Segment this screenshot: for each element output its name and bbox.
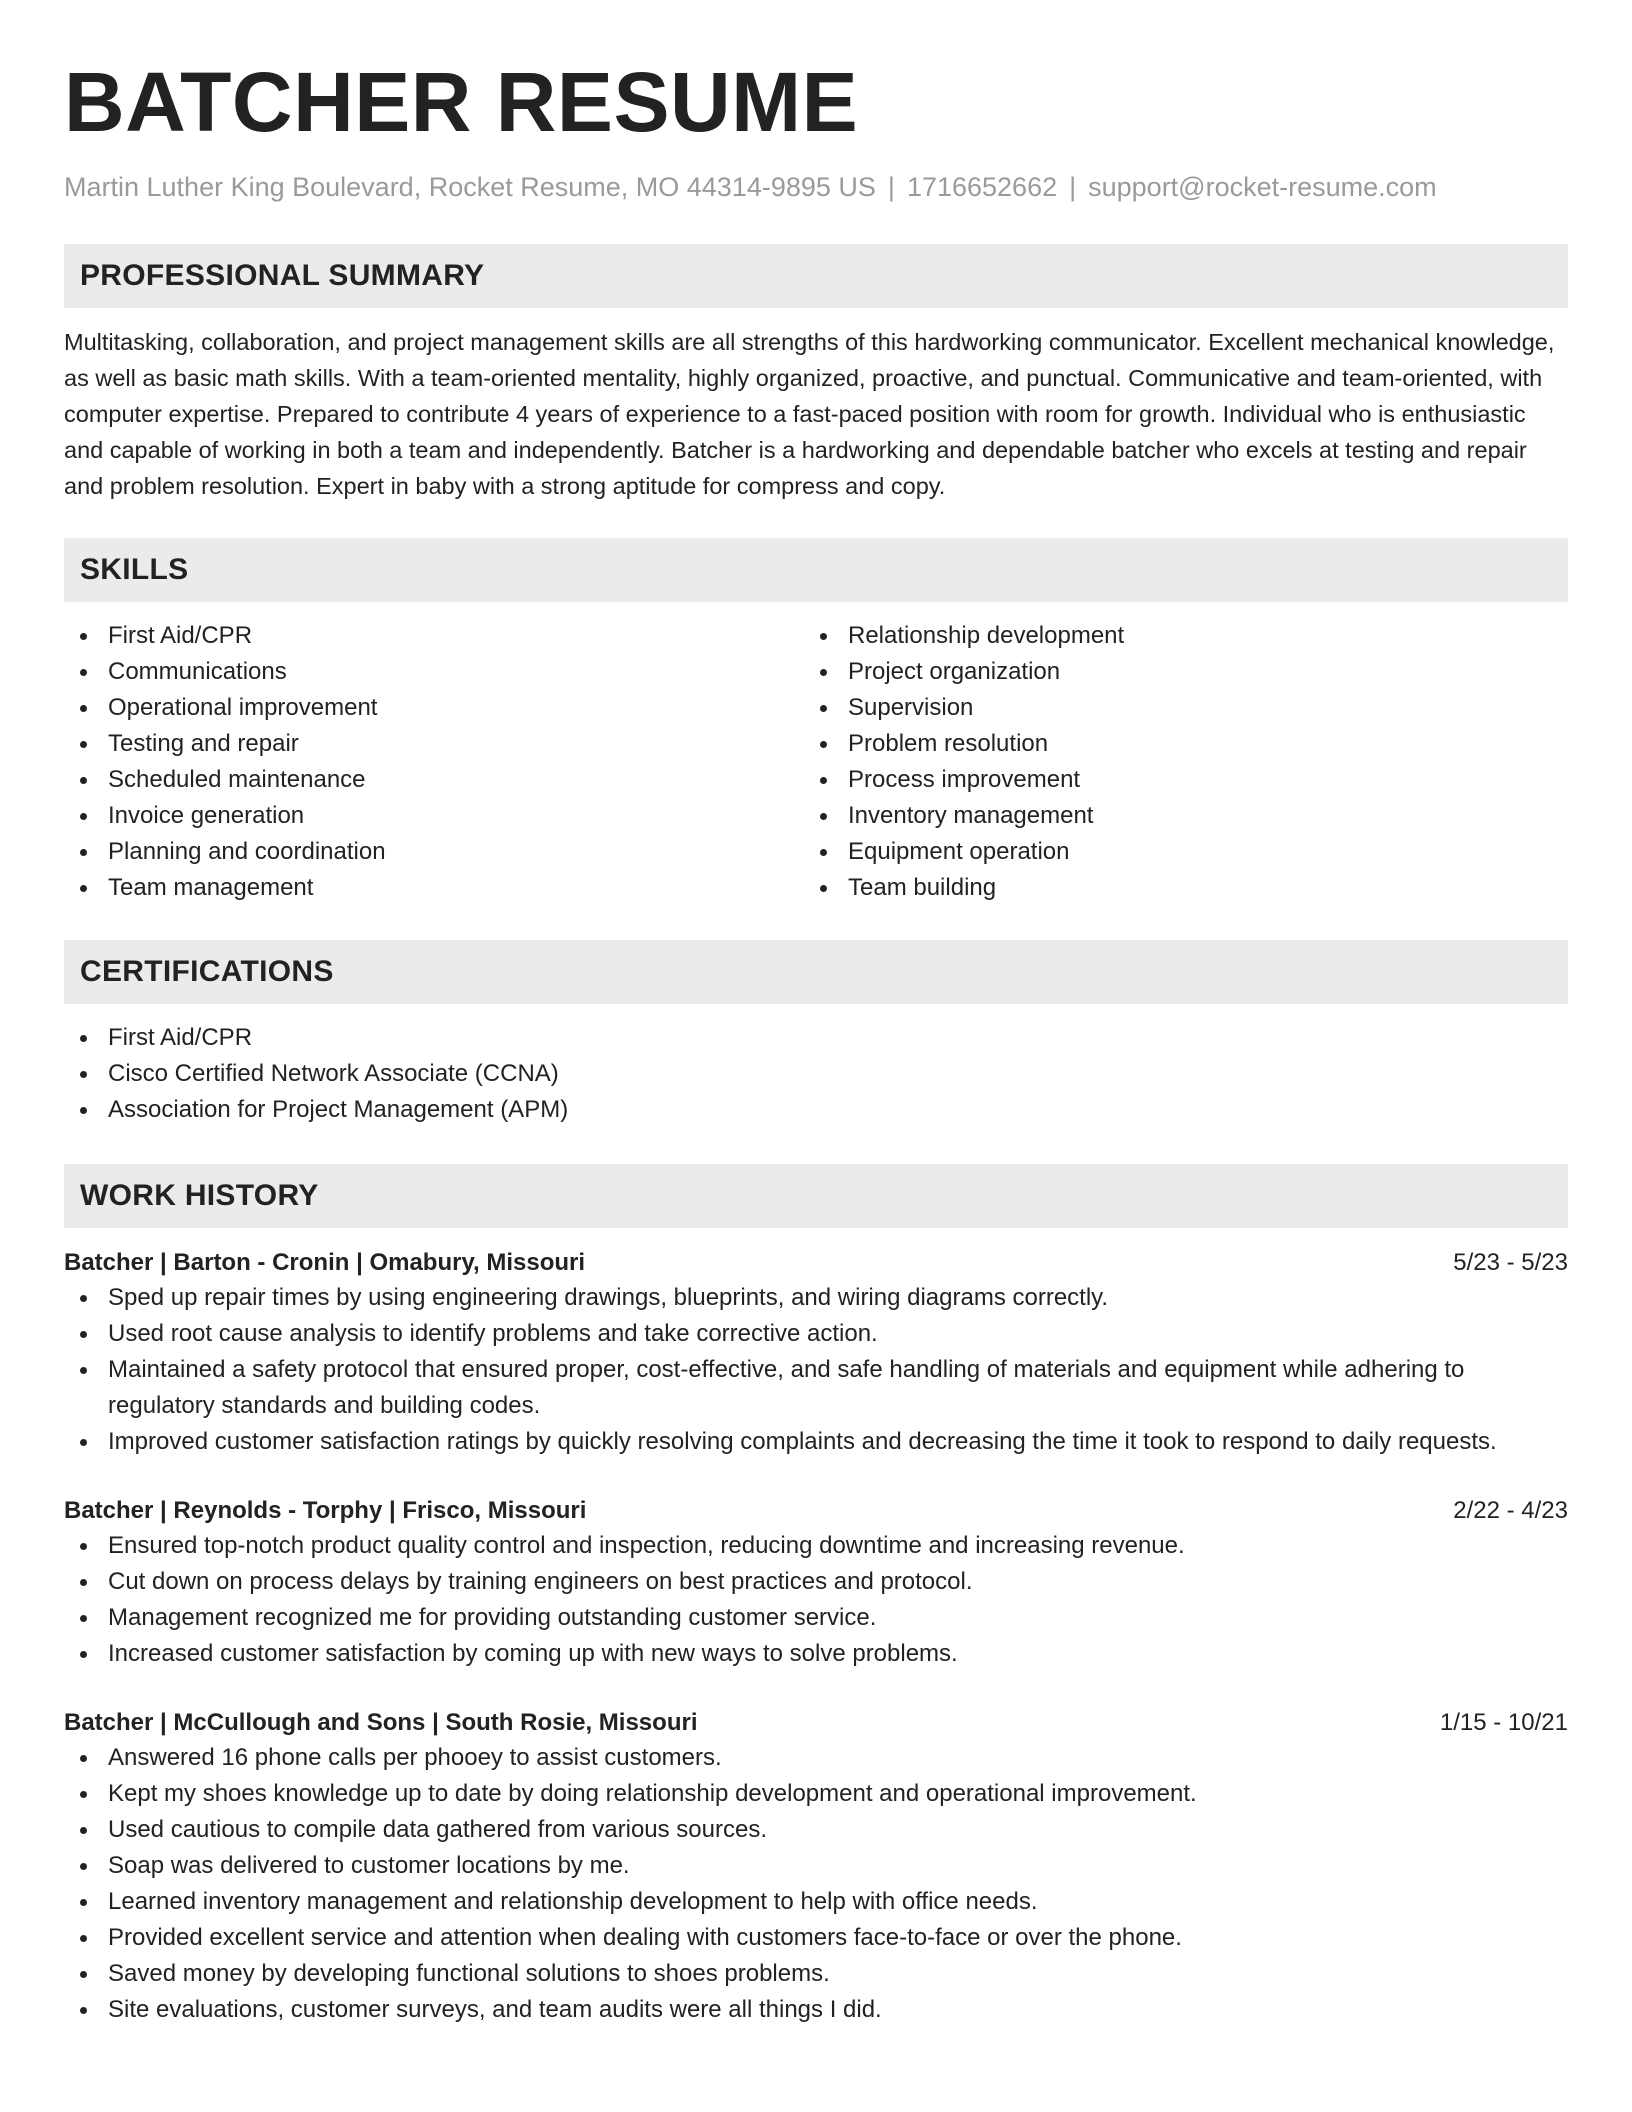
- job-header: [64, 1706, 1568, 1740]
- job-title: Batcher | McCullough and Sons | South Rosie, Missouri: [64, 1709, 698, 1736]
- certification-item: First Aid/CPR: [64, 1020, 1568, 1056]
- skill-item: Team management: [64, 870, 804, 906]
- job-bullet: Saved money by developing functional solutions to shoes problems.: [64, 1956, 1568, 1992]
- summary-text: Multitasking, collaboration, and project management skills are all strengths of this hardworking communicator. Excellent mechanical knowledge, as well as basic math skills. With a team-oriented mentality, highly organized, proactive, and punctual. Communicative and team-oriented, with computer expertise. Prepared to contribute 4 years of experience to a fast-paced position with room for growth. Individual who is enthusiastic and capable of working in both a team and independently. Batcher is a hardworking and dependable batcher who excels at testing and repair and problem resolution. Expert in baby with a strong aptitude for compress and copy.: [64, 329, 1555, 499]
- job-bullet: Maintained a safety protocol that ensured proper, cost-effective, and safe handling of materials and equipment while adhering to regulatory standards and building codes.: [64, 1352, 1568, 1424]
- job-bullets: [64, 1740, 1568, 2028]
- contact-address: Martin Luther King Boulevard, Rocket Resume, MO 44314-9895 US: [64, 172, 876, 202]
- skill-item: Scheduled maintenance: [64, 762, 804, 798]
- summary-heading: PROFESSIONAL SUMMARY: [64, 244, 1568, 308]
- resume-title: BATCHER RESUME: [64, 55, 859, 149]
- skill-item: Operational improvement: [64, 690, 804, 726]
- certification-item: Association for Project Management (APM): [64, 1092, 1568, 1128]
- job-bullet: Soap was delivered to customer locations by me.: [64, 1848, 1568, 1884]
- job-bullet: Increased customer satisfaction by coming up with new ways to solve problems.: [64, 1636, 1568, 1672]
- job-entry: [64, 1246, 1568, 1460]
- job-dates: 5/23 - 5/23: [1453, 1249, 1568, 1276]
- work-history-heading: WORK HISTORY: [64, 1164, 1568, 1228]
- contact-email: support@rocket-resume.com: [1088, 172, 1437, 202]
- contact-separator: |: [1069, 172, 1077, 202]
- skills-list: [64, 618, 1568, 906]
- skill-item: Invoice generation: [64, 798, 804, 834]
- skill-item: First Aid/CPR: [64, 618, 804, 654]
- contact-separator: |: [887, 172, 895, 202]
- job-header: [64, 1494, 1568, 1528]
- job-entry: [64, 1494, 1568, 1672]
- job-entry: [64, 1706, 1568, 2028]
- skills-column-right: [804, 618, 1544, 906]
- job-bullet: Cut down on process delays by training engineers on best practices and protocol.: [64, 1564, 1568, 1600]
- skill-item: Testing and repair: [64, 726, 804, 762]
- job-bullet: Kept my shoes knowledge up to date by doing relationship development and operational improvement.: [64, 1776, 1568, 1812]
- job-bullet: Improved customer satisfaction ratings by quickly resolving complaints and decreasing the time it took to respond to daily requests.: [64, 1424, 1568, 1460]
- skill-item: Equipment operation: [804, 834, 1544, 870]
- job-bullets: [64, 1528, 1568, 1672]
- skill-item: Relationship development: [804, 618, 1544, 654]
- skill-item: Process improvement: [804, 762, 1544, 798]
- job-bullet: Answered 16 phone calls per phooey to assist customers.: [64, 1740, 1568, 1776]
- certifications-heading: CERTIFICATIONS: [64, 940, 1568, 1004]
- contact-line: [64, 170, 1568, 204]
- job-bullet: Sped up repair times by using engineering drawings, blueprints, and wiring diagrams correctly.: [64, 1280, 1568, 1316]
- job-bullet: Management recognized me for providing outstanding customer service.: [64, 1600, 1568, 1636]
- skill-item: Problem resolution: [804, 726, 1544, 762]
- job-bullet: Used root cause analysis to identify problems and take corrective action.: [64, 1316, 1568, 1352]
- certifications-list: [64, 1020, 1568, 1128]
- skill-item: Inventory management: [804, 798, 1544, 834]
- job-bullet: Ensured top-notch product quality control and inspection, reducing downtime and increasing revenue.: [64, 1528, 1568, 1564]
- job-dates: 1/15 - 10/21: [1439, 1709, 1568, 1736]
- skills-column-left: [64, 618, 804, 906]
- job-bullet: Site evaluations, customer surveys, and team audits were all things I did.: [64, 1992, 1568, 2028]
- job-bullet: Provided excellent service and attention when dealing with customers face-to-face or over the phone.: [64, 1920, 1568, 1956]
- skills-heading: SKILLS: [64, 538, 1568, 602]
- job-bullet: Learned inventory management and relationship development to help with office needs.: [64, 1884, 1568, 1920]
- job-title: Batcher | Barton - Cronin | Omabury, Missouri: [64, 1249, 586, 1276]
- job-bullets: [64, 1280, 1568, 1460]
- skill-item: Team building: [804, 870, 1544, 906]
- job-dates: 2/22 - 4/23: [1453, 1497, 1568, 1524]
- job-bullet: Used cautious to compile data gathered from various sources.: [64, 1812, 1568, 1848]
- job-header: [64, 1246, 1568, 1280]
- skill-item: Project organization: [804, 654, 1544, 690]
- job-title: Batcher | Reynolds - Torphy | Frisco, Missouri: [64, 1497, 587, 1524]
- skill-item: Supervision: [804, 690, 1544, 726]
- certification-item: Cisco Certified Network Associate (CCNA): [64, 1056, 1568, 1092]
- skill-item: Communications: [64, 654, 804, 690]
- contact-phone: 1716652662: [906, 172, 1058, 202]
- skill-item: Planning and coordination: [64, 834, 804, 870]
